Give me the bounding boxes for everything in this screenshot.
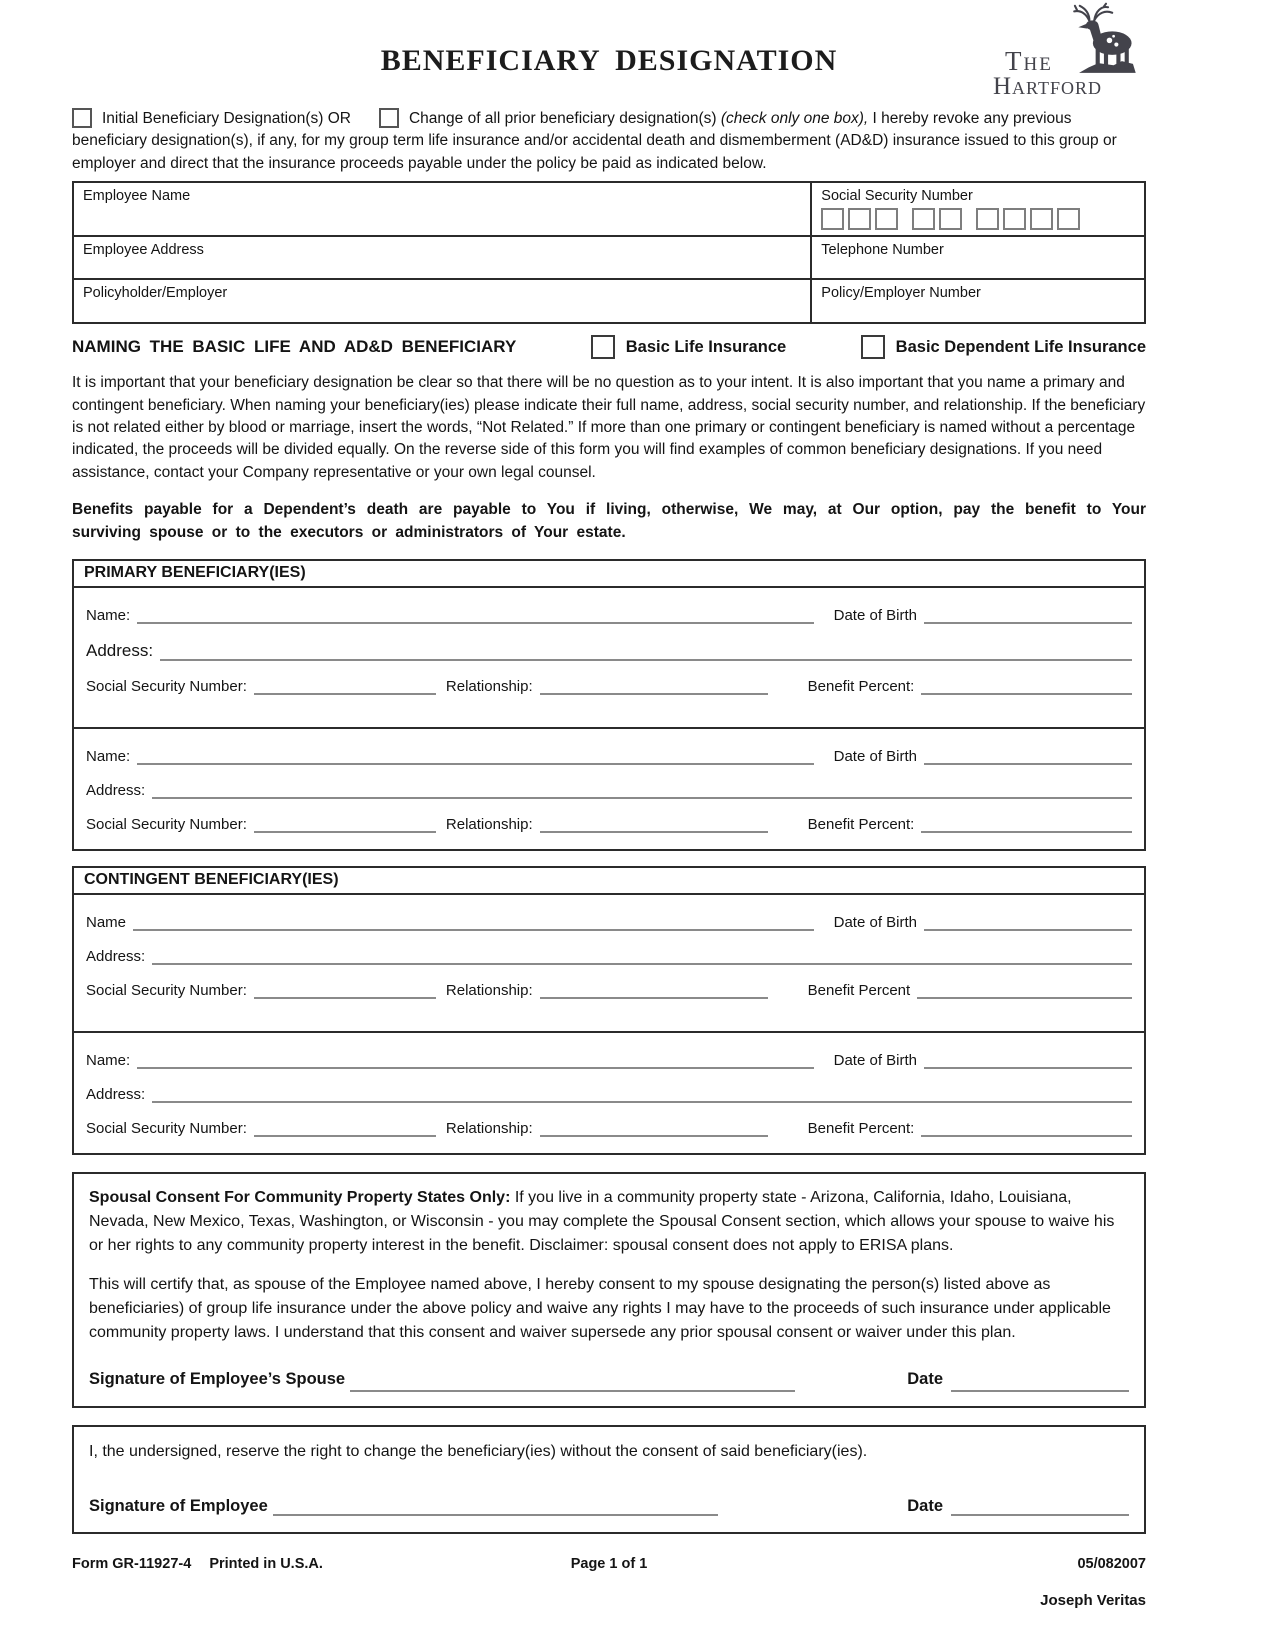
ssn-digit-box[interactable] <box>821 208 844 230</box>
footer-date: 05/082007 <box>1077 1556 1146 1573</box>
primary1-dob-line[interactable] <box>924 611 1132 624</box>
contingent-section-title: CONTINGENT BENEFICIARY(IES) <box>74 868 1144 895</box>
logo-text-the: The <box>1005 46 1053 76</box>
ssn-field <box>812 183 1144 235</box>
reserve-right-text: I, the undersigned, reserve the right to change the beneficiary(ies) without the consent of said beneficiary(ies). <box>89 1443 868 1461</box>
dob-label: Date of Birth <box>833 607 917 625</box>
ssn-digit-box[interactable] <box>1003 208 1026 230</box>
contingent-beneficiary-2 <box>74 1033 1144 1153</box>
employee-date-line[interactable] <box>951 1503 1129 1516</box>
basic-dependent-life-label: Basic Dependent Life Insurance <box>895 337 1146 356</box>
contingent2-ssn-line[interactable] <box>254 1124 436 1137</box>
relationship-label: Relationship: <box>445 1120 533 1138</box>
telephone-field[interactable] <box>812 237 1144 278</box>
spouse-signature-label: Signature of Employee’s Spouse <box>89 1370 346 1389</box>
contingent2-relationship-line[interactable] <box>540 1124 768 1137</box>
ssn-label: Social Security Number: <box>86 816 247 834</box>
primary1-relationship-line[interactable] <box>540 682 768 695</box>
employee-signature-line[interactable] <box>273 1503 718 1516</box>
address-label: Address: <box>86 641 154 661</box>
spousal-consent-paragraph-1 <box>89 1186 1129 1258</box>
address-label: Address: <box>86 1086 146 1104</box>
employee-name-field[interactable] <box>74 183 812 235</box>
contingent1-benefit-percent-line[interactable] <box>917 986 1132 999</box>
employee-signature-row <box>89 1497 1129 1516</box>
intro-continuation: I hereby revoke any previous beneficiary designation(s), if any, for my group term life insurance and/or accidental death and dismemberment (AD&D) insurance issued to this group or employer and direct that the insurance proceeds payable under the policy be paid as indicated below. <box>72 110 1117 172</box>
primary1-address-line[interactable] <box>160 648 1132 661</box>
stag-icon <box>1068 2 1144 76</box>
contingent1-name-line[interactable] <box>133 918 814 931</box>
basic-life-label: Basic Life Insurance <box>625 337 787 356</box>
form-number: Form GR-11927-4 <box>72 1556 192 1573</box>
primary-beneficiary-1 <box>74 588 1144 711</box>
policy-number-label: Policy/Employer Number <box>821 285 981 302</box>
dob-label: Date of Birth <box>833 748 917 766</box>
contingent-beneficiary-1 <box>74 895 1144 1015</box>
name-label: Name: <box>86 607 131 625</box>
policyholder-field[interactable] <box>74 280 812 322</box>
naming-title: NAMING THE BASIC LIFE AND AD&D BENEFICIARY <box>72 337 517 357</box>
employee-address-field[interactable] <box>74 237 812 278</box>
contingent-beneficiaries-section <box>72 866 1146 1155</box>
contingent1-relationship-line[interactable] <box>540 986 768 999</box>
employee-signature-label: Signature of Employee <box>89 1497 268 1516</box>
initial-designation-label: Initial Beneficiary Designation(s) OR <box>102 110 351 127</box>
contingent2-name-line[interactable] <box>137 1056 813 1069</box>
contingent1-ssn-line[interactable] <box>254 986 436 999</box>
primary1-name-line[interactable] <box>137 611 813 624</box>
contingent2-dob-line[interactable] <box>924 1056 1132 1069</box>
primary2-name-line[interactable] <box>137 752 813 765</box>
ssn-label: Social Security Number: <box>86 678 247 696</box>
basic-dependent-life-option <box>861 335 1146 359</box>
ssn-digit-box[interactable] <box>939 208 962 230</box>
primary-section-title: PRIMARY BENEFICIARY(IES) <box>74 561 1144 588</box>
ssn-digit-box[interactable] <box>976 208 999 230</box>
primary-beneficiary-2 <box>74 729 1144 849</box>
address-label: Address: <box>86 948 146 966</box>
intro-paragraph <box>72 108 1146 175</box>
contingent2-benefit-percent-line[interactable] <box>921 1124 1132 1137</box>
dependent-benefits-note: Benefits payable for a Dependent’s death are payable to You if living, otherwise, We may, at Our option, pay the benefit to Your surviving spouse or to the executors or administrators of Your estate. <box>72 500 1146 542</box>
initial-designation-checkbox[interactable] <box>72 108 92 128</box>
spousal-consent-section <box>72 1172 1146 1408</box>
contingent1-address-line[interactable] <box>152 952 1132 965</box>
primary2-relationship-line[interactable] <box>540 820 768 833</box>
relationship-label: Relationship: <box>445 816 533 834</box>
change-designation-checkbox[interactable] <box>379 108 399 128</box>
name-label: Name <box>86 914 127 932</box>
spouse-date-label: Date <box>907 1370 943 1389</box>
ssn-label: Social Security Number: <box>86 1120 247 1138</box>
ssn-label: Social Security Number: <box>86 982 247 1000</box>
spousal-consent-paragraph-2: This will certify that, as spouse of the Employee named above, I hereby consent to my spouse designating the person(s) listed above as beneficiaries) of group life insurance under the above policy and waive any rights I may have to the proceeds of such insurance under applicable community property laws. I understand that this consent and waiver supersede any prior spousal consent or waiver under this plan. <box>89 1276 1111 1342</box>
logo-text-hartford: Hartford <box>993 73 1102 100</box>
instructions-paragraph: It is important that your beneficiary designation be clear so that there will be no question as to your intent. It is also important that you name a primary and contingent beneficiary. When naming your beneficiary(ies) please indicate their full name, address, social security number, and relationship. If the beneficiary is not related either by blood or marriage, insert the words, “Not Related.” If more than one primary or contingent beneficiary is named without a percentage indicated, the proceeds will be divided equally. On the reverse side of this form you will find examples of common beneficiary designations. If you need assistance, contact your Company representative or your own legal counsel. <box>72 374 1146 481</box>
employee-address-label: Employee Address <box>83 242 204 259</box>
form-header <box>72 0 1146 104</box>
ssn-label: Social Security Number <box>821 188 973 205</box>
employee-name-label: Employee Name <box>83 188 191 205</box>
benefit-percent-label: Benefit Percent: <box>807 678 915 696</box>
primary2-ssn-line[interactable] <box>254 820 436 833</box>
primary1-benefit-percent-line[interactable] <box>921 682 1132 695</box>
ssn-digit-box[interactable] <box>1030 208 1053 230</box>
hartford-logo <box>991 0 1146 102</box>
page-title: BENEFICIARY DESIGNATION <box>380 44 838 77</box>
basic-dependent-life-checkbox[interactable] <box>861 335 885 359</box>
employee-signature-section <box>72 1425 1146 1534</box>
benefit-percent-label: Benefit Percent: <box>807 1120 915 1138</box>
relationship-label: Relationship: <box>445 982 533 1000</box>
primary2-dob-line[interactable] <box>924 752 1132 765</box>
page-indicator: Page 1 of 1 <box>570 1556 648 1573</box>
spousal-consent-body1: If you live in a community property state - Arizona, California, Idaho, Louisiana, Nevada, New Mexico, Texas, Washington, or Wisconsin - you may complete the Spousal Consent section, which allows your spouse to waive his or her rights to any community property interest in the benefit. Disclaimer: spousal consent does not apply to ERISA plans. <box>89 1189 1115 1255</box>
form-footer <box>72 1556 1146 1572</box>
policyholder-label: Policyholder/Employer <box>83 285 228 302</box>
dob-label: Date of Birth <box>833 914 917 932</box>
contingent2-address-line[interactable] <box>152 1090 1132 1103</box>
relationship-label: Relationship: <box>445 678 533 696</box>
basic-life-checkbox[interactable] <box>591 335 615 359</box>
benefit-percent-label: Benefit Percent: <box>807 816 915 834</box>
spouse-signature-row <box>89 1367 1129 1392</box>
basic-life-option <box>591 335 786 359</box>
spouse-signature-line[interactable] <box>350 1379 795 1392</box>
primary1-ssn-line[interactable] <box>254 682 436 695</box>
primary2-address-line[interactable] <box>152 786 1132 799</box>
name-label: Name: <box>86 1052 131 1070</box>
ssn-digit-box[interactable] <box>912 208 935 230</box>
spousal-consent-heading: Spousal Consent For Community Property States Only: <box>89 1189 511 1207</box>
name-label: Name: <box>86 748 131 766</box>
ssn-digit-boxes <box>821 208 1135 230</box>
contingent1-dob-line[interactable] <box>924 918 1132 931</box>
primary2-benefit-percent-line[interactable] <box>921 820 1132 833</box>
address-label: Address: <box>86 782 146 800</box>
dob-label: Date of Birth <box>833 1052 917 1070</box>
signed-name: Joseph Veritas <box>1040 1592 1146 1610</box>
footer-left <box>72 1556 323 1572</box>
telephone-label: Telephone Number <box>821 242 944 259</box>
printed-in: Printed in U.S.A. <box>209 1556 323 1573</box>
primary-beneficiaries-section <box>72 559 1146 851</box>
naming-section-header <box>72 335 1146 359</box>
employee-date-label: Date <box>907 1497 943 1516</box>
employee-info-table <box>72 181 1146 324</box>
check-only-one-box-note: (check only one box), <box>720 110 869 127</box>
spouse-date-line[interactable] <box>951 1379 1129 1392</box>
ssn-digit-box[interactable] <box>848 208 871 230</box>
benefit-percent-label: Benefit Percent <box>807 982 911 1000</box>
ssn-digit-box[interactable] <box>875 208 898 230</box>
ssn-digit-box[interactable] <box>1057 208 1080 230</box>
policy-number-field[interactable] <box>812 280 1144 322</box>
change-designation-label: Change of all prior beneficiary designation(s) <box>408 110 721 127</box>
